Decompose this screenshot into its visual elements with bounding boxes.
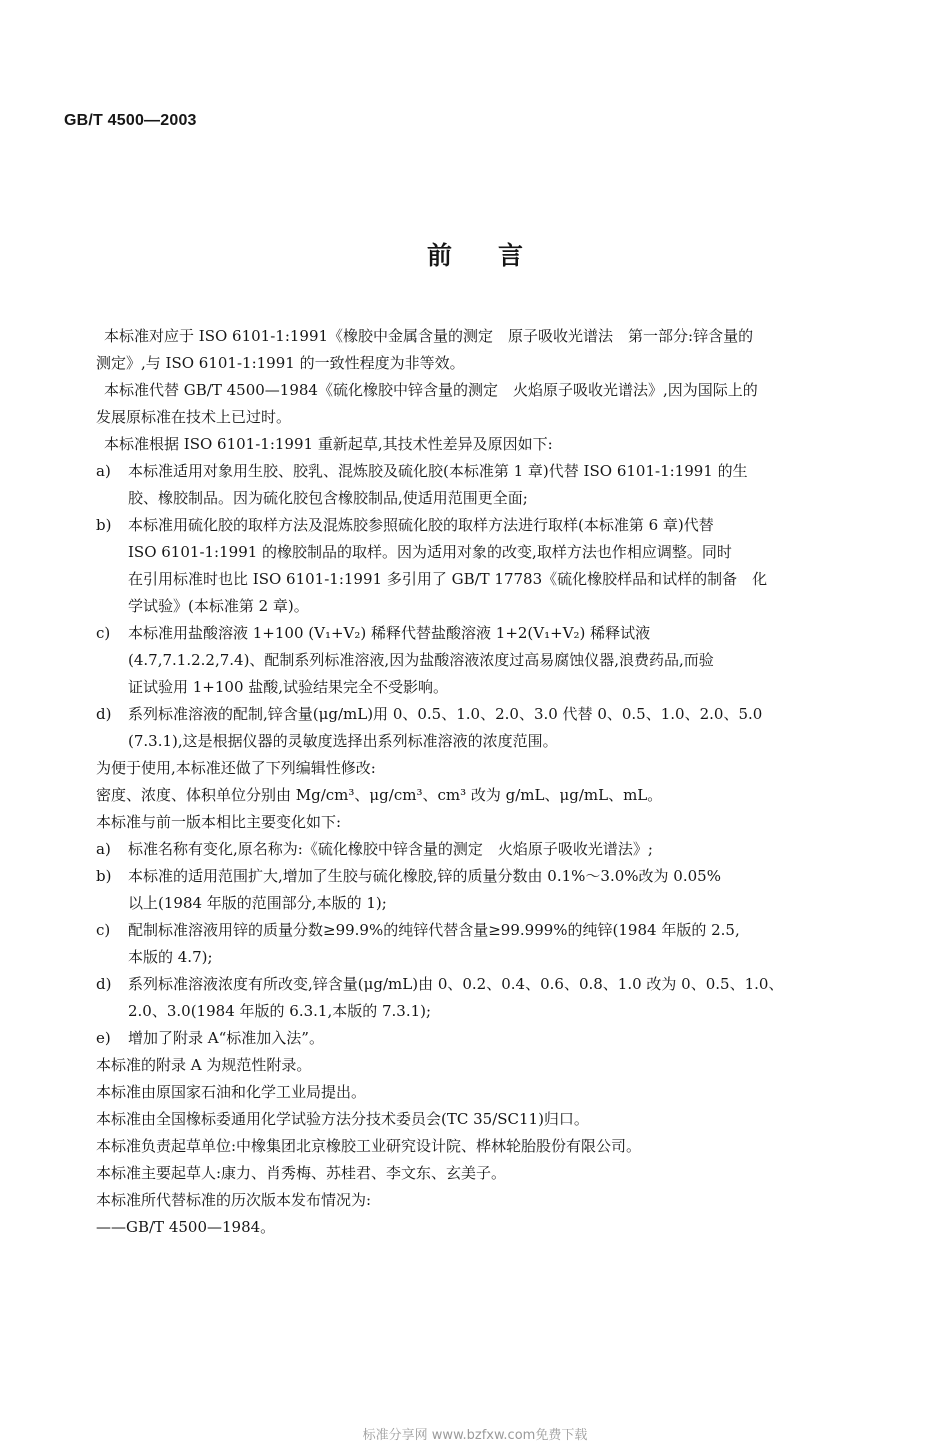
text-line: 本标准根据 ISO 6101-1:1991 重新起草,其技术性差异及原因如下: xyxy=(104,435,553,453)
item-marker: b) xyxy=(96,867,112,885)
text-line: 本标准主要起草人:康力、肖秀梅、苏桂君、李文东、玄美子。 xyxy=(96,1164,507,1182)
item-marker: d) xyxy=(96,705,112,723)
text-line: 本标准由全国橡标委通用化学试验方法分技术委员会(TC 35/SC11)归口。 xyxy=(96,1110,589,1128)
text-line: (4.7,7.1.2.2,7.4)、配制系列标准溶液,因为盐酸溶液浓度过高易腐蚀仪器,浪费药品,而验 xyxy=(128,651,714,669)
item-marker: b) xyxy=(96,516,112,534)
text-line: 标准名称有变化,原名称为:《硫化橡胶中锌含量的测定 火焰原子吸收光谱法》; xyxy=(128,840,653,858)
list-item xyxy=(96,458,880,512)
text-line: 本标准的适用范围扩大,增加了生胶与硫化橡胶,锌的质量分数由 0.1%～3.0%改为 0.05% xyxy=(128,867,721,885)
paragraph-replacement xyxy=(96,377,880,431)
text-line: ISO 6101-1:1991 的橡胶制品的取样。因为适用对象的改变,取样方法也作相应调整。同时 xyxy=(128,543,732,561)
text-line: 密度、浓度、体积单位分别由 Mg/cm³、μg/cm³、cm³ 改为 g/mL、μg/mL、mL。 xyxy=(96,786,663,804)
paragraph-units xyxy=(96,782,880,809)
text-line: 为便于使用,本标准还做了下列编辑性修改: xyxy=(96,759,376,777)
item-marker: a) xyxy=(96,462,111,480)
item-marker: c) xyxy=(96,624,111,642)
text-line: 本标准与前一版本相比主要变化如下: xyxy=(96,813,342,831)
text-line: 在引用标准时也比 ISO 6101-1:1991 多引用了 GB/T 17783《硫化橡胶样品和试样的制备 化 xyxy=(128,570,768,588)
closing-paragraphs xyxy=(96,1052,880,1241)
list-item xyxy=(96,1025,880,1052)
text-line: 系列标准溶液的配制,锌含量(μg/mL)用 0、0.5、1.0、2.0、3.0 代替 0、0.5、1.0、2.0、5.0 xyxy=(128,705,763,723)
paragraph-differences-intro xyxy=(104,431,880,458)
list-item xyxy=(96,512,880,620)
text-line: 学试验》(本标准第 2 章)。 xyxy=(128,597,309,615)
text-line: 胶、橡胶制品。因为硫化胶包含橡胶制品,使适用范围更全面; xyxy=(128,489,528,507)
changes-list xyxy=(96,836,880,1052)
text-line: 本标准用硫化胶的取样方法及混炼胶参照硫化胶的取样方法进行取样(本标准第 6 章)代替 xyxy=(128,516,714,534)
text-line: 系列标准溶液浓度有所改变,锌含量(μg/mL)由 0、0.2、0.4、0.6、0.8、1.0 改为 0、0.5、1.0、 xyxy=(128,975,784,993)
text-line: 本标准负责起草单位:中橡集团北京橡胶工业研究设计院、桦林轮胎股份有限公司。 xyxy=(96,1137,642,1155)
text-line: (7.3.1),这是根据仪器的灵敏度选择出系列标准溶液的浓度范围。 xyxy=(128,732,558,750)
item-marker: d) xyxy=(96,975,112,993)
text-line: 证试验用 1+100 盐酸,试验结果完全不受影响。 xyxy=(128,678,449,696)
text-line: ——GB/T 4500—1984。 xyxy=(96,1218,276,1236)
text-line: 配制标准溶液用锌的质量分数≥99.9%的纯锌代替含量≥99.999%的纯锌(1984 年版的 2.5, xyxy=(128,921,740,939)
list-item xyxy=(96,863,880,917)
paragraph-editorial-intro xyxy=(96,755,880,782)
page-title: 前言 xyxy=(426,241,569,270)
text-line: 本标准适用对象用生胶、胶乳、混炼胶及硫化胶(本标准第 1 章)代替 ISO 6101-1:1991 的生 xyxy=(128,462,748,480)
text-line: 本标准所代替标准的历次版本发布情况为: xyxy=(96,1191,372,1209)
text-line: 本标准代替 GB/T 4500—1984《硫化橡胶中锌含量的测定 火焰原子吸收光谱法》,因为国际上的 xyxy=(104,381,758,399)
list-item xyxy=(96,701,880,755)
differences-list xyxy=(96,458,880,755)
text-line: 本标准由原国家石油和化学工业局提出。 xyxy=(96,1083,367,1101)
foreword-body xyxy=(96,323,880,1241)
text-line: 2.0、3.0(1984 年版的 6.3.1,本版的 7.3.1); xyxy=(128,1002,432,1020)
watermark-footer: 标准分享网 www.bzfxw.com免费下载 xyxy=(362,1428,588,1443)
paragraph-correspondence xyxy=(96,323,880,377)
item-marker: e) xyxy=(96,1029,111,1047)
list-item xyxy=(96,836,880,863)
text-line: 增加了附录 A“标准加入法”。 xyxy=(128,1029,324,1047)
text-line: 本标准对应于 ISO 6101-1:1991《橡胶中金属含量的测定 原子吸收光谱法 第一部分:锌含量的 xyxy=(104,327,754,345)
text-line: 测定》,与 ISO 6101-1:1991 的一致性程度为非等效。 xyxy=(96,354,465,372)
text-line: 发展原标准在技术上已过时。 xyxy=(96,408,292,426)
list-item xyxy=(96,917,880,971)
paragraph-changes-intro xyxy=(96,809,880,836)
list-item xyxy=(96,971,880,1025)
item-marker: c) xyxy=(96,921,111,939)
text-line: 本版的 4.7); xyxy=(128,948,213,966)
text-line: 本标准的附录 A 为规范性附录。 xyxy=(96,1056,312,1074)
text-line: 本标准用盐酸溶液 1+100 (V₁+V₂) 稀释代替盐酸溶液 1+2(V₁+V₂) 稀释试液 xyxy=(128,624,651,642)
list-item xyxy=(96,620,880,701)
text-line: 以上(1984 年版的范围部分,本版的 1); xyxy=(128,894,387,912)
item-marker: a) xyxy=(96,840,111,858)
standard-code: GB/T 4500—2003 xyxy=(64,112,197,129)
